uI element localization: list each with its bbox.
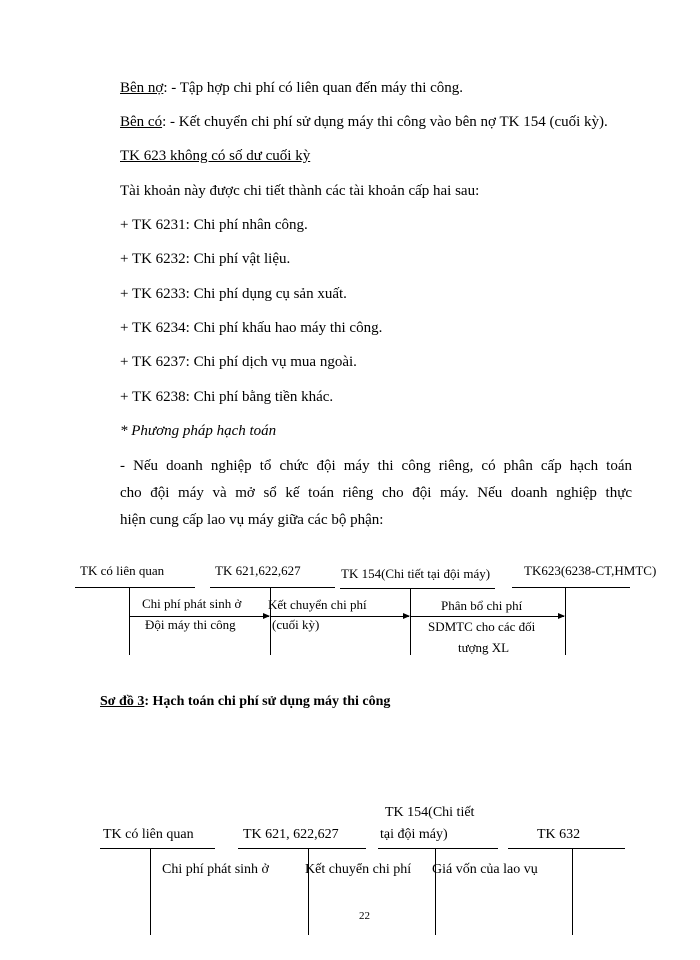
paragraph-row-1: - Nếu doanh nghiệp tổ chức đội máy thi công riêng, có phân cấp hạch toán [120,458,632,474]
d2-t-account-stem-4 [572,848,573,935]
caption-text: : Hạch toán chi phí sử dụng máy thi công [144,694,391,709]
d2-account-632: TK 632 [537,827,581,842]
ben-co-text: : - Kết chuyển chi phí sử dụng máy thi công vào bên nợ TK 154 (cuối kỳ). [162,114,608,130]
d1-flow2-line2: (cuối kỳ) [272,617,320,632]
d2-t-account-line-1 [100,848,215,849]
d1-flow1-line1: Chi phí phát sinh ở [142,596,242,611]
sub-account-6234: + TK 6234: Chi phí khấu hao máy thi công. [120,320,383,336]
d1-account-621-622-627: TK 621,622,627 [215,563,301,578]
intro-line: Tài khoản này được chi tiết thành các tài khoản cấp hai sau: [120,183,480,199]
d2-t-account-line-3 [378,848,498,849]
d2-account-154-line2: tại đội máy) [380,827,448,842]
sub-account-6238: + TK 6238: Chi phí bằng tiền khác. [120,389,334,405]
d1-t-account-line-3 [340,588,495,589]
d1-flow1-line2: Đội máy thi công [145,617,236,632]
tk623-note: TK 623 không có số dư cuối kỳ [120,148,311,164]
d1-account-623: TK623(6238-CT,HMTC) [524,563,657,578]
sub-account-6232: + TK 6232: Chi phí vật liệu. [120,251,291,267]
caption-label: Sơ đồ 3 [100,694,145,709]
sub-account-6237: + TK 6237: Chi phí dịch vụ mua ngoài. [120,354,357,370]
d1-account-related: TK có liên quan [80,563,165,578]
d2-t-account-line-4 [508,848,625,849]
d1-t-account-line-2 [210,587,335,588]
d1-t-account-line-1 [75,587,195,588]
sub-account-6231: + TK 6231: Chi phí nhân công. [120,217,308,233]
d2-flow1: Chi phí phát sinh ở [162,862,269,877]
d1-flow3-line1: Phân bổ chi phí [441,598,523,613]
d1-flow2-line1: Kết chuyển chi phí [268,597,367,612]
method-heading: * Phương pháp hạch toán [120,423,277,439]
d2-t-account-stem-1 [150,848,151,935]
diagram-caption [100,694,390,710]
ben-no-text: : - Tập hợp chi phí có liên quan đến máy thi công. [163,80,464,96]
paragraph-row-2: cho đội máy và mở sổ kế toán riêng cho đội máy. Nếu doanh nghiệp thực [120,485,632,501]
d1-t-account-stem-1 [129,587,130,655]
ben-co-label: Bên có [120,114,163,130]
d1-t-account-stem-3 [410,588,411,655]
ben-no-line [120,80,463,97]
d2-flow2: Kết chuyển chi phí [305,862,412,877]
d1-flow3-line2: SDMTC cho các đối [428,619,536,634]
d1-account-154: TK 154(Chi tiết tại đội máy) [341,566,491,581]
ben-co-line [120,114,608,131]
d1-arrow-3 [411,616,564,617]
ben-no-label: Bên nợ [120,80,164,96]
d1-flow3-line3: tượng XL [458,640,510,655]
d1-t-account-line-4 [512,587,630,588]
paragraph-row-3: hiện cung cấp lao vụ máy giữa các bộ phận: [120,512,384,528]
d2-account-154-line1: TK 154(Chi tiết [385,805,475,820]
d2-account-related: TK có liên quan [103,827,194,842]
page-number: 22 [359,910,370,922]
method-paragraph [120,453,632,534]
d2-flow3: Giá vốn của lao vụ [432,862,538,877]
d2-account-621-622-627: TK 621, 622,627 [243,827,339,842]
d1-t-account-stem-4 [565,587,566,655]
d2-t-account-line-2 [238,848,366,849]
sub-account-6233: + TK 6233: Chi phí dụng cụ sản xuất. [120,286,347,302]
